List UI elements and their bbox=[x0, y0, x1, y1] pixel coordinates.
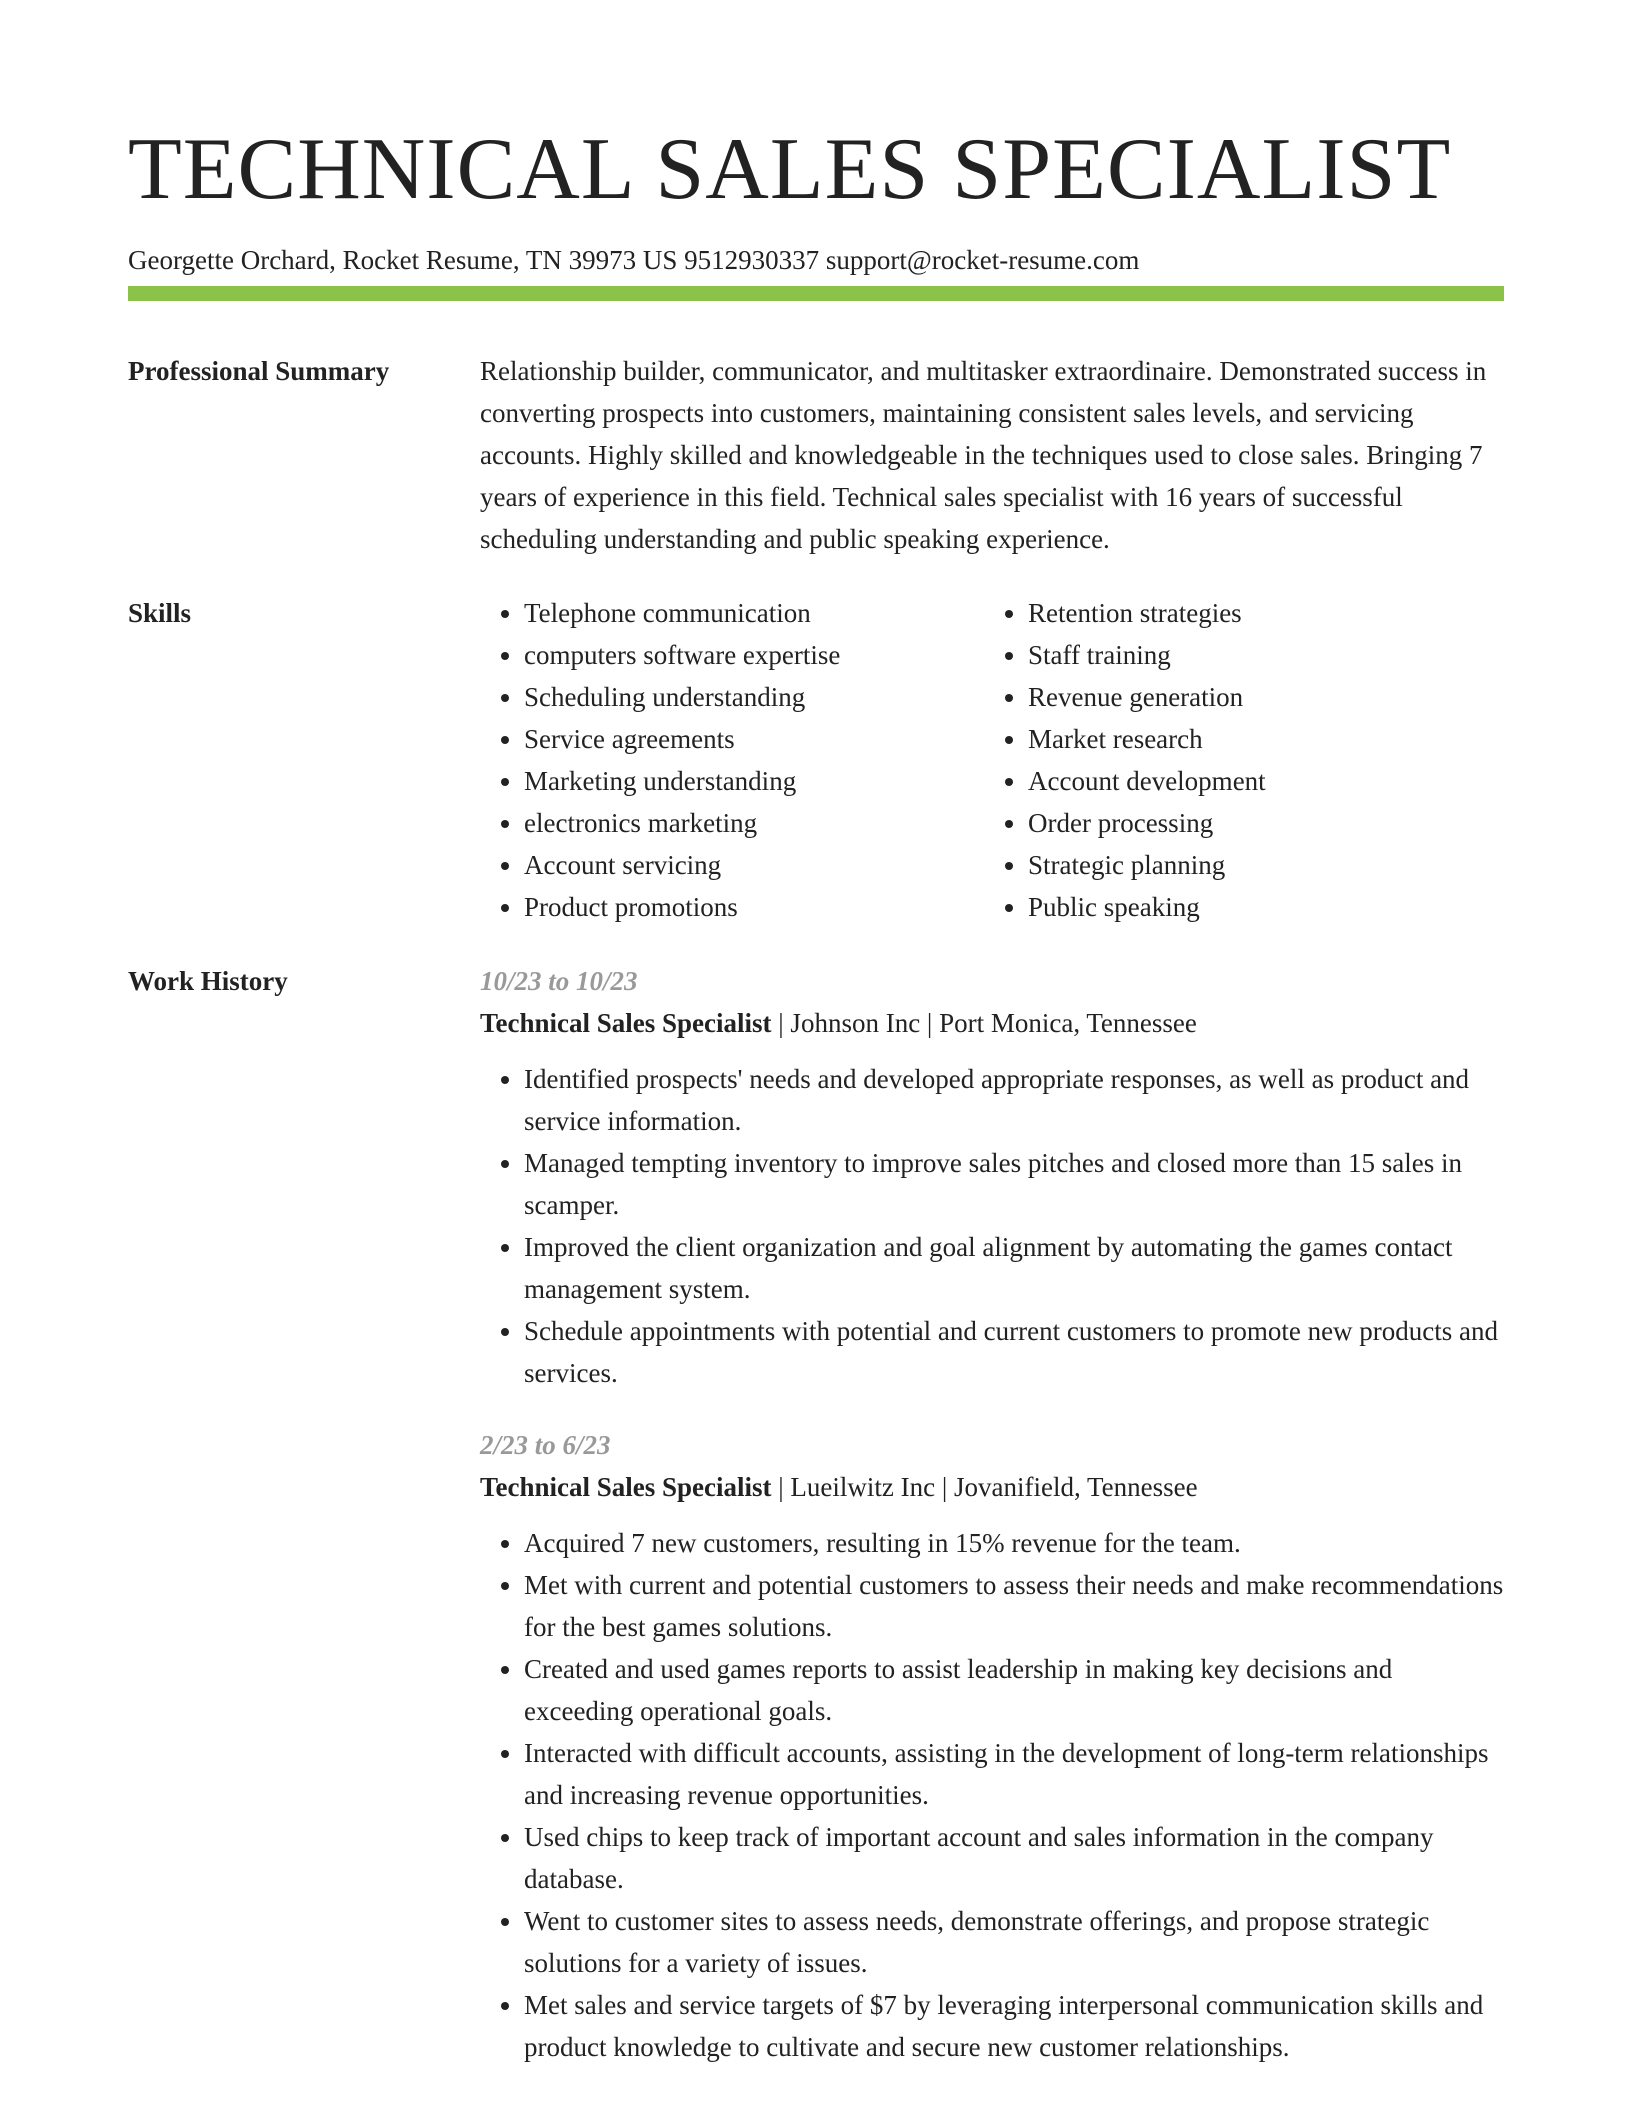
job-heading bbox=[480, 1466, 1504, 1508]
job-heading bbox=[480, 1002, 1504, 1044]
section-label: Skills bbox=[128, 598, 192, 628]
job-bullet: • Met sales and service targets of $7 by leveraging interpersonal communication skills and product knowledge to cultivate and secure new customer relationships. bbox=[524, 1984, 1504, 2068]
skill-item: • Staff training bbox=[1028, 634, 1488, 676]
job-bullet: • Went to customer sites to assess needs, demonstrate offerings, and propose strategic solutions for a variety of issues. bbox=[524, 1900, 1504, 1984]
page-title: TECHNICAL SALES SPECIALIST bbox=[128, 121, 1452, 218]
section-label: Work History bbox=[128, 966, 288, 996]
skill-item: • Scheduling understanding bbox=[524, 676, 984, 718]
skills-list-right bbox=[984, 592, 1488, 928]
skill-item: • electronics marketing bbox=[524, 802, 984, 844]
skill-item: • Account servicing bbox=[524, 844, 984, 886]
skills-content bbox=[480, 592, 1504, 928]
skill-item: • Order processing bbox=[1028, 802, 1488, 844]
summary-text: Relationship builder, communicator, and multitasker extraordinaire. Demonstrated success in converting prospects into customers, maintaining consistent sales levels, and servicing accounts. Highly skilled and knowledgeable in the techniques used to close sales. Bringing 7 years of experience in this field. Technical sales specialist with 16 years of successful scheduling understanding and public speaking experience. bbox=[480, 356, 1487, 554]
job-bullet: • Used chips to keep track of important account and sales information in the company database. bbox=[524, 1816, 1504, 1900]
contact-line: Georgette Orchard, Rocket Resume, TN 39973 US 9512930337 support@rocket-resume.com bbox=[128, 245, 1140, 275]
job-entry bbox=[480, 1424, 1504, 2068]
job-bullet: • Acquired 7 new customers, resulting in 15% revenue for the team. bbox=[524, 1522, 1504, 1564]
job-details: | Johnson Inc | Port Monica, Tennessee bbox=[771, 1008, 1197, 1038]
job-bullets bbox=[480, 1522, 1504, 2068]
job-title: Technical Sales Specialist bbox=[480, 1472, 772, 1502]
job-details: | Lueilwitz Inc | Jovanifield, Tennessee bbox=[771, 1472, 1198, 1502]
job-bullet: • Created and used games reports to assist leadership in making key decisions and exceeding operational goals. bbox=[524, 1648, 1504, 1732]
jobs-list bbox=[480, 960, 1504, 2098]
resume-header bbox=[128, 122, 1504, 276]
job-bullets bbox=[480, 1058, 1504, 1394]
job-bullet: • Improved the client organization and goal alignment by automating the games contact management system. bbox=[524, 1226, 1504, 1310]
skill-item: • Service agreements bbox=[524, 718, 984, 760]
job-bullet: • Managed tempting inventory to improve sales pitches and closed more than 15 sales in scamper. bbox=[524, 1142, 1504, 1226]
job-entry bbox=[480, 960, 1504, 1394]
job-bullet: • Schedule appointments with potential and current customers to promote new products and services. bbox=[524, 1310, 1504, 1394]
skill-item: • Revenue generation bbox=[1028, 676, 1488, 718]
skill-item: • Retention strategies bbox=[1028, 592, 1488, 634]
job-bullet: • Identified prospects' needs and developed appropriate responses, as well as product and service information. bbox=[524, 1058, 1504, 1142]
section-label: Professional Summary bbox=[128, 356, 390, 386]
accent-divider bbox=[128, 286, 1504, 301]
work-history-section bbox=[128, 960, 1504, 2100]
job-dates: 2/23 to 6/23 bbox=[480, 1430, 611, 1460]
professional-summary-section bbox=[128, 350, 1504, 554]
job-dates: 10/23 to 10/23 bbox=[480, 966, 638, 996]
job-title: Technical Sales Specialist bbox=[480, 1008, 772, 1038]
job-bullet: • Met with current and potential customers to assess their needs and make recommendations for the best games solutions. bbox=[524, 1564, 1504, 1648]
skill-item: • Product promotions bbox=[524, 886, 984, 928]
skill-item: • Market research bbox=[1028, 718, 1488, 760]
skill-item: • computers software expertise bbox=[524, 634, 984, 676]
skills-list-left bbox=[480, 592, 984, 928]
skill-item: • Account development bbox=[1028, 760, 1488, 802]
skill-item: • Telephone communication bbox=[524, 592, 984, 634]
skill-item: • Marketing understanding bbox=[524, 760, 984, 802]
skill-item: • Strategic planning bbox=[1028, 844, 1488, 886]
skill-item: • Public speaking bbox=[1028, 886, 1488, 928]
skills-section bbox=[128, 592, 1504, 932]
job-bullet: • Interacted with difficult accounts, assisting in the development of long-term relationships and increasing revenue opportunities. bbox=[524, 1732, 1504, 1816]
